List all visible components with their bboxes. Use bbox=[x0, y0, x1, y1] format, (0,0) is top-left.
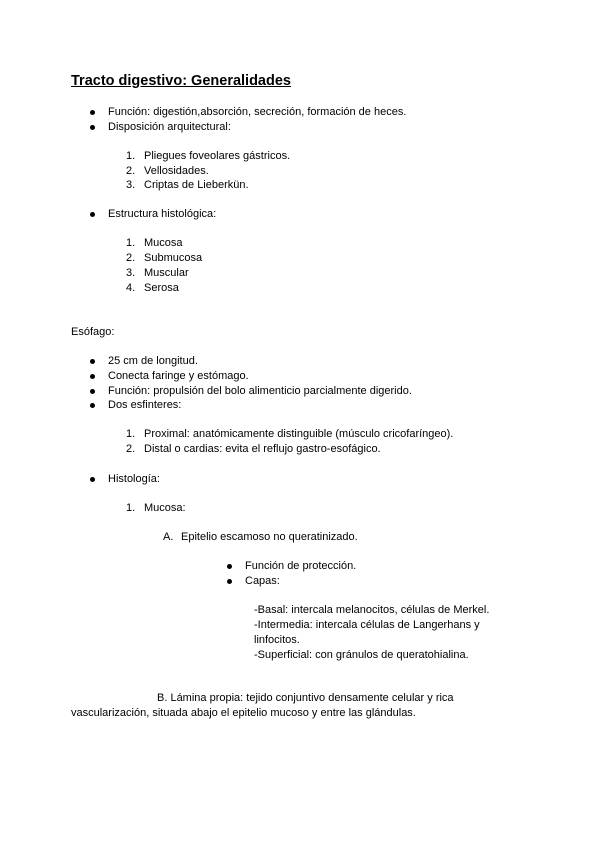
bullet-icon bbox=[90, 125, 95, 130]
bullet-icon bbox=[90, 359, 95, 364]
list-item: Muscular bbox=[144, 267, 189, 279]
list-number: 1. bbox=[126, 237, 136, 249]
bullet-icon bbox=[227, 564, 232, 569]
list-item: Serosa bbox=[144, 282, 179, 294]
list-item: Submucosa bbox=[144, 252, 203, 264]
list-item: 25 cm de longitud. bbox=[108, 355, 198, 367]
bullet-icon bbox=[90, 477, 95, 482]
bullet-icon bbox=[90, 110, 95, 115]
layer-text: -Intermedia: intercala células de Langerhans y bbox=[254, 619, 480, 631]
layer-text: -Superficial: con gránulos de queratohialina. bbox=[254, 649, 469, 661]
list-item: Criptas de Lieberkün. bbox=[144, 179, 249, 191]
list-item: Capas: bbox=[245, 575, 280, 587]
bullet-icon bbox=[227, 579, 232, 584]
list-item: Pliegues foveolares gástricos. bbox=[144, 150, 291, 162]
list-number: 2. bbox=[126, 443, 136, 455]
bullet-icon bbox=[90, 403, 95, 408]
list-number: 1. bbox=[126, 428, 136, 440]
list-item: Función: digestión,absorción, secreción, formación de heces. bbox=[108, 106, 407, 118]
list-item: Distal o cardias: evita el reflujo gastro-esofágico. bbox=[144, 443, 381, 455]
list-item: Estructura histológica: bbox=[108, 208, 217, 220]
list-item: Epitelio escamoso no queratinizado. bbox=[181, 531, 358, 543]
list-number: 2. bbox=[126, 252, 136, 264]
list-letter: A. bbox=[163, 531, 174, 543]
paragraph-line: vascularización, situada abajo el epitelio mucoso y entre las glándulas. bbox=[71, 707, 416, 719]
list-number: 2. bbox=[126, 165, 136, 177]
list-number: 1. bbox=[126, 502, 136, 514]
list-number: 3. bbox=[126, 267, 136, 279]
paragraph-line: B. Lámina propia: tejido conjuntivo densamente celular y rica bbox=[157, 692, 454, 704]
list-item: Histología: bbox=[108, 473, 160, 485]
list-item: Disposición arquitectural: bbox=[108, 121, 231, 133]
layer-text: linfocitos. bbox=[254, 634, 300, 646]
list-item: Mucosa: bbox=[144, 502, 186, 514]
page-title: Tracto digestivo: Generalidades bbox=[71, 73, 291, 89]
bullet-icon bbox=[90, 389, 95, 394]
list-item: Mucosa bbox=[144, 237, 183, 249]
list-number: 3. bbox=[126, 179, 136, 191]
list-item: Conecta faringe y estómago. bbox=[108, 370, 249, 382]
section-heading: Esófago: bbox=[71, 326, 115, 338]
bullet-icon bbox=[90, 212, 95, 217]
list-item: Vellosidades. bbox=[144, 165, 209, 177]
bullet-icon bbox=[90, 374, 95, 379]
list-item: Función: propulsión del bolo alimenticio parcialmente digerido. bbox=[108, 385, 412, 397]
list-number: 4. bbox=[126, 282, 136, 294]
list-number: 1. bbox=[126, 150, 136, 162]
layer-text: -Basal: intercala melanocitos, células de Merkel. bbox=[254, 604, 490, 616]
list-item: Proximal: anatómicamente distinguible (músculo cricofaríngeo). bbox=[144, 428, 454, 440]
list-item: Función de protección. bbox=[245, 560, 357, 572]
list-item: Dos esfinteres: bbox=[108, 399, 182, 411]
